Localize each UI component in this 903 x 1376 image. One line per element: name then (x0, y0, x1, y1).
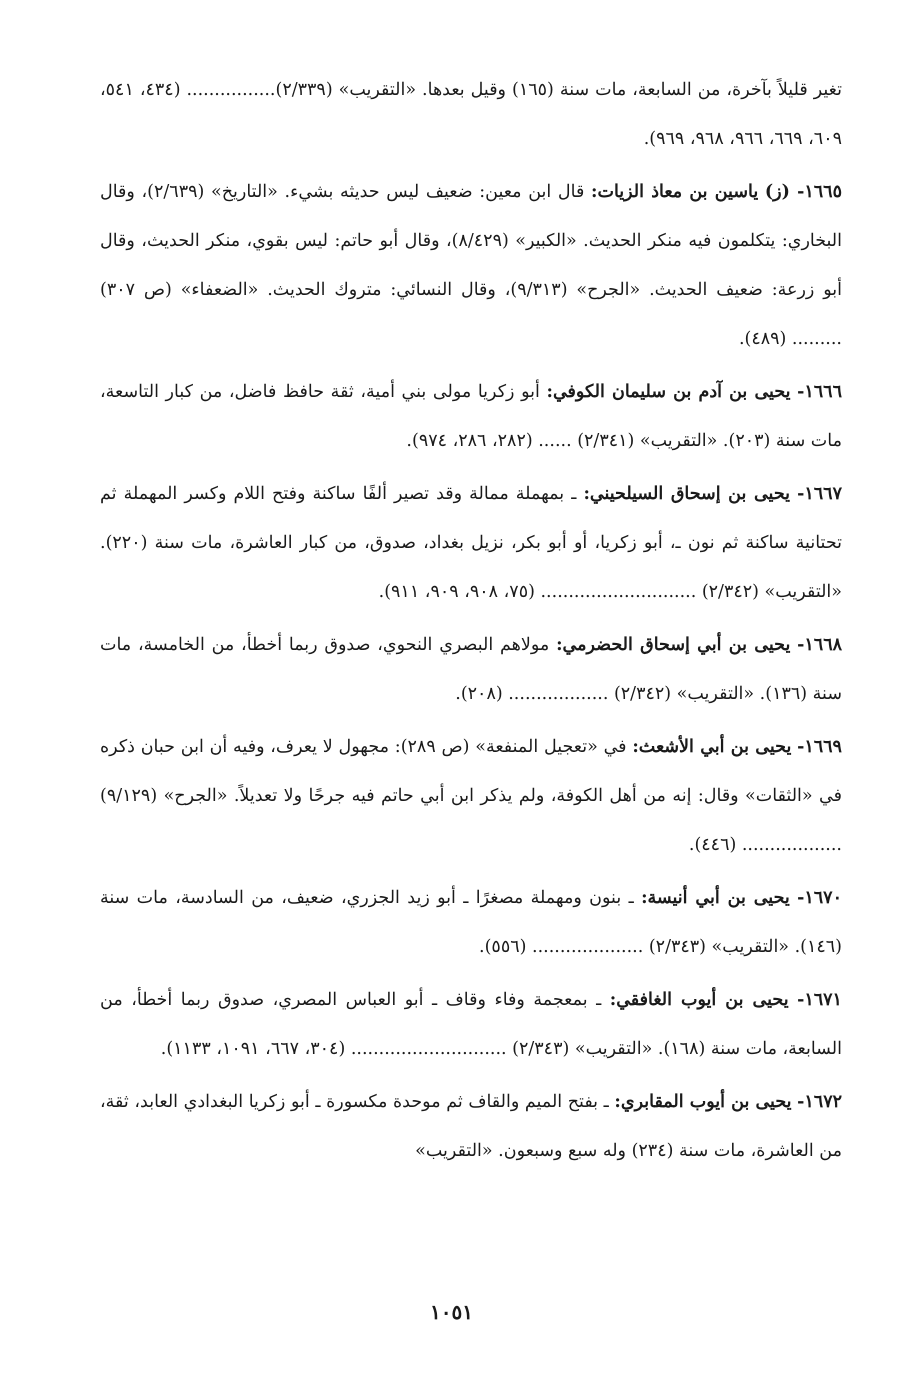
entry-name: يحيى بن أبي أنيسة: (641, 888, 790, 908)
entry-number: ١٦٦٧- (797, 484, 842, 504)
entry-text: أبو زكريا مولى بني أمية، ثقة حافظ فاضل، من كبار التاسعة، مات سنة (٢٠٣). «التقريب» (٢/٣٤١) ...... (٢٨٢، ٢٨٦، ٩٧٤). (100, 382, 842, 451)
entry-1668 (100, 621, 842, 719)
entry-text: ـ بفتح الميم والقاف ثم موحدة مكسورة ـ أبو زكريا البغدادي العابد، ثقة، من العاشرة، مات سنة (٢٣٤) وله سبع وسبعون. «التقريب» (100, 1092, 842, 1161)
page-body (100, 66, 842, 1180)
entry-name: يحيى بن أبي الأشعث: (632, 737, 792, 757)
entry-text: مولاهم البصري النحوي، صدوق ربما أخطأ، من الخامسة، مات سنة (١٣٦). «التقريب» (٢/٣٤٢) .................. (٢٠٨). (100, 635, 842, 704)
entry-text: تغير قليلاً بآخرة، من السابعة، مات سنة (١٦٥) وقيل بعدها. «التقريب» (٢/٣٣٩)................ (٤٣٤، ٥٤١، ٦٠٩، ٦٦٩، ٩٦٦، ٩٦٨، ٩٦٩). (100, 80, 842, 149)
entry-1672 (100, 1078, 842, 1176)
entry-name: يحيى بن إسحاق السيلحيني: (583, 484, 791, 504)
entry-text: في «تعجيل المنفعة» (ص ٢٨٩): مجهول لا يعرف، وفيه أن ابن حبان ذكره في «الثقات» وقال: إنه من أهل الكوفة، ولم يذكر ابن أبي حاتم فيه جرحًا ولا تعديلاً. «الجرح» (٩/١٢٩) .................. (٤٤٦). (100, 737, 842, 855)
entry-continuation (100, 66, 842, 164)
page-number: ١٠٥١ (430, 1300, 473, 1324)
entry-number: ١٦٧٠- (797, 888, 842, 908)
entry-1670 (100, 874, 842, 972)
entry-name: ياسين بن معاذ الزيات: (591, 182, 759, 202)
entry-1666 (100, 368, 842, 466)
entry-number: ١٦٦٥- (ز) (764, 182, 842, 202)
entry-name: يحيى بن أبي إسحاق الحضرمي: (556, 635, 791, 655)
entry-text: ـ بمعجمة وفاء وقاف ـ أبو العباس المصري، صدوق ربما أخطأ، من السابعة، مات سنة (١٦٨). «التقريب» (٢/٣٤٣) ............................ (٣٠٤، ٦٦٧، ١٠٩١، ١١٣٣). (100, 990, 842, 1059)
entry-1667 (100, 470, 842, 617)
entry-name: يحيى بن آدم بن سليمان الكوفي: (546, 382, 791, 402)
entry-number: ١٦٦٨- (797, 635, 842, 655)
entry-number: ١٦٦٩- (797, 737, 842, 757)
entry-text: قال ابن معين: ضعيف ليس حديثه بشيء. «التاريخ» (٢/٦٣٩)، وقال البخاري: يتكلمون فيه منكر الحديث. «الكبير» (٨/٤٢٩)، وقال أبو حاتم: ليس بقوي، منكر الحديث، وقال أبو زرعة: ضعيف الحديث. «الجرح» (٩/٣١٣)، وقال النسائي: متروك الحديث. «الضعفاء» (ص ٣٠٧) ......... (٤٨٩). (100, 182, 842, 349)
entry-number: ١٦٦٦- (797, 382, 842, 402)
entry-text: ـ بمهملة ممالة وقد تصير ألفًا ساكنة وفتح اللام وكسر المهملة ثم تحتانية ساكنة ثم نون ـ، أبو زكريا، أو أبو بكر، نزيل بغداد، صدوق، من كبار العاشرة، مات سنة (٢٢٠). «التقريب» (٢/٣٤٢) ............................ (٧٥، ٩٠٨، ٩٠٩، ٩١١). (100, 484, 842, 602)
entry-1671 (100, 976, 842, 1074)
entry-number: ١٦٧١- (797, 990, 842, 1010)
entry-text: ـ بنون ومهملة مصغرًا ـ أبو زيد الجزري، ضعيف، من السادسة، مات سنة (١٤٦). «التقريب» (٢/٣٤٣) .................... (٥٥٦). (100, 888, 842, 957)
entry-name: يحيى بن أيوب المقابري: (614, 1092, 792, 1112)
entry-1669 (100, 723, 842, 870)
entry-1665 (100, 168, 842, 364)
entry-name: يحيى بن أيوب الغافقي: (609, 990, 789, 1010)
entry-number: ١٦٧٢- (797, 1092, 842, 1112)
